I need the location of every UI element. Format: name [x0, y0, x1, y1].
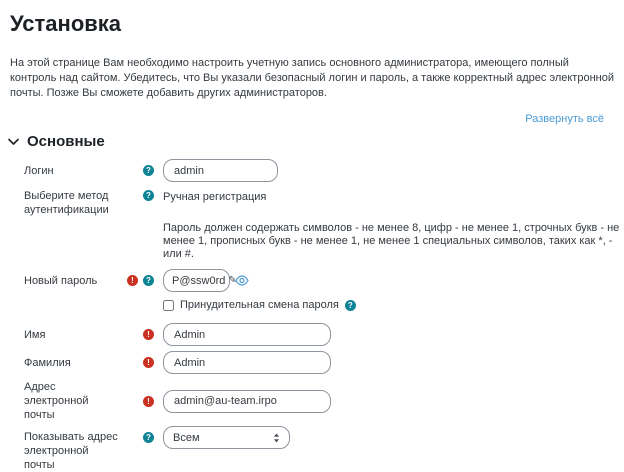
force-change-checkbox[interactable]	[163, 300, 174, 311]
force-change-label: Принудительная смена пароля	[180, 299, 339, 311]
chevron-down-icon	[8, 138, 19, 146]
pencil-icon: ✎	[228, 274, 237, 286]
page-title: Установка	[10, 11, 122, 36]
email-visibility-row	[10, 426, 614, 472]
help-icon[interactable]: ?	[143, 432, 154, 443]
email-visibility-value: Всем	[173, 431, 200, 444]
first-name-row	[10, 323, 614, 346]
section-general-toggle[interactable]	[8, 133, 614, 150]
login-input[interactable]	[163, 159, 278, 182]
help-icon[interactable]: ?	[143, 190, 154, 201]
first-name-input[interactable]	[163, 323, 331, 346]
first-name-label: Имя	[24, 328, 46, 341]
reveal-password-icon[interactable]	[235, 275, 249, 286]
help-icon[interactable]: ?	[143, 165, 154, 176]
required-icon: !	[143, 329, 154, 340]
select-arrows-icon	[273, 433, 280, 443]
password-hint-text: Пароль должен содержать символов - не менее 8, цифр - не менее 1, строчных букв - не менее 1, прописных букв - не менее 1, не менее 1 специальных символов, таких как *, - или #.	[163, 222, 620, 260]
auth-method-row	[10, 189, 614, 217]
force-change-row	[163, 299, 614, 311]
email-row	[10, 380, 614, 422]
section-title: Основные	[27, 133, 105, 150]
email-visibility-select[interactable]	[163, 426, 290, 449]
new-password-label: Новый пароль	[24, 274, 98, 287]
new-password-value: P@ssw0rd	[172, 274, 226, 287]
email-input[interactable]	[163, 390, 331, 413]
admin-account-form	[10, 159, 620, 472]
auth-method-value: Ручная регистрация	[163, 191, 267, 203]
expand-all-link[interactable]: Развернуть всё	[525, 113, 604, 125]
last-name-row	[10, 351, 614, 374]
required-icon: !	[143, 357, 154, 368]
last-name-input[interactable]	[163, 351, 331, 374]
email-visibility-label: Показывать адрес электронной почты	[24, 431, 118, 471]
email-label: Адрес электронной почты	[24, 381, 89, 421]
required-icon: !	[143, 396, 154, 407]
auth-method-label: Выберите метод аутентификации	[24, 190, 109, 216]
new-password-row	[10, 269, 614, 292]
help-icon[interactable]: ?	[345, 300, 356, 311]
new-password-field[interactable]	[163, 269, 237, 292]
last-name-label: Фамилия	[24, 356, 71, 369]
login-row	[10, 159, 614, 182]
intro-text: На этой странице Вам необходимо настроить учетную запись основного администратора, имеющего полный контроль над сайтом. Убедитесь, что Вы указали безопасный логин и пароль, а также корректный адрес электронной почты. Позже Вы сможете добавить других администраторов.	[10, 57, 614, 99]
login-label: Логин	[24, 164, 54, 177]
help-icon[interactable]: ?	[143, 275, 154, 286]
required-icon: !	[127, 275, 138, 286]
expand-all-row	[10, 113, 604, 125]
